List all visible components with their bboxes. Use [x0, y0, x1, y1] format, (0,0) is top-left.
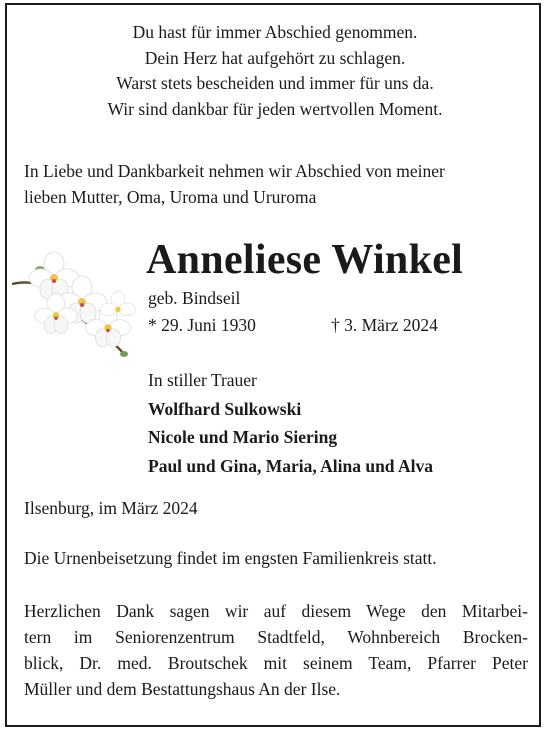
- intro-line: lieben Mutter, Oma, Uroma und Ururoma: [24, 187, 317, 207]
- orchid-flower-icon: [10, 250, 138, 360]
- thanks-line: Herzlichen Dank sagen wir auf diesem Wege den Mitarbei-: [24, 601, 528, 621]
- poem-line: Warst stets bescheiden und immer für uns da.: [116, 73, 434, 93]
- poem-line: Wir sind dankbar für jeden wertvollen Moment.: [107, 98, 443, 119]
- poem-line: Du hast für immer Abschied genommen.: [132, 22, 418, 42]
- thanks-line: Müller und dem Bestattungshaus An der Ilse.: [24, 679, 341, 699]
- burial-note: Die Urnenbeisetzung findet im engsten Familienkreis statt.: [24, 548, 437, 568]
- thanks-line: blick, Dr. med. Broutschek mit seinem Team, Pfarrer Peter: [24, 653, 528, 673]
- intro-text: [24, 158, 529, 210]
- mourner-name: Nicole und Mario Siering: [148, 427, 338, 447]
- mourning-heading: In stiller Trauer: [148, 370, 257, 390]
- place-date: Ilsenburg, im März 2024: [24, 498, 198, 518]
- thanks-paragraph: [24, 598, 528, 702]
- intro-line: In Liebe und Dankbarkeit nehmen wir Abschied von meiner: [24, 161, 445, 181]
- deceased-name: Anneliese Winkel: [146, 237, 464, 283]
- mourner-name: Wolfhard Sulkowski: [148, 398, 302, 419]
- poem-line: Dein Herz hat aufgehört zu schlagen.: [144, 47, 406, 68]
- thanks-line: tern im Seniorenzentrum Stadtfeld, Wohnbereich Brocken-: [24, 627, 528, 647]
- mourners-block: [148, 366, 433, 480]
- death-date: † 3. März 2024: [331, 315, 438, 335]
- mourner-name: Paul und Gina, Maria, Alina und Alva: [148, 455, 433, 476]
- birth-date: * 29. Juni 1930: [148, 315, 256, 335]
- birth-name: geb. Bindseil: [148, 288, 241, 308]
- memorial-poem: [0, 20, 550, 122]
